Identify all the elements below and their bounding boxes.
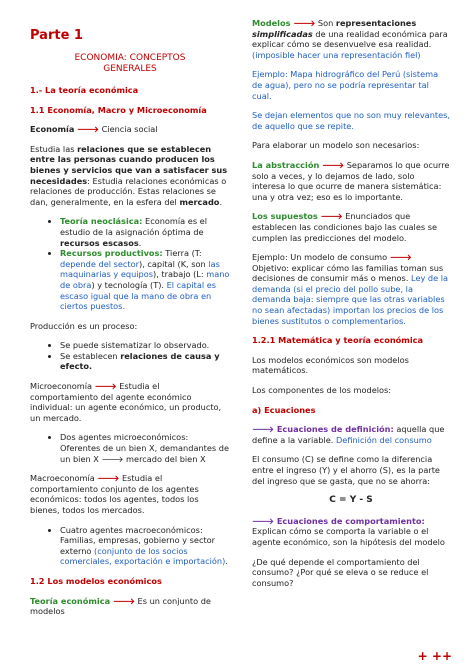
definicion-text: aquella que define a la variable.: [252, 424, 445, 445]
teoria-paragraph: [30, 596, 230, 617]
modelos-blue: (imposible hacer una representación fiel): [252, 49, 421, 60]
economia-paragraph: [30, 124, 230, 135]
title-line-2: GENERALES: [103, 64, 157, 74]
estudia-bold-1: relaciones que se establecen entre las personas cuando producen los bienes y servicios que van a satisfacer sus necesidades: [30, 143, 228, 186]
modelos-bold: representaciones: [335, 18, 417, 28]
bullet-list-macro: [30, 525, 230, 567]
estudia-paragraph: [30, 144, 230, 208]
micro-paragraph: [30, 381, 230, 423]
section-heading-1: 1.- La teoría económica: [30, 85, 139, 95]
recursos-text-3: ), trabajo (L:: [153, 269, 207, 280]
teoria-text: Es un conjunto de modelos: [30, 595, 211, 617]
arrow-icon: 🡒: [97, 473, 120, 484]
componentes-paragraph: Los componentes de los modelos:: [252, 385, 392, 396]
estudia-bold-mercado: mercado: [179, 196, 220, 207]
list-item: [60, 216, 230, 248]
arrow-icon: 🡒: [94, 381, 117, 392]
neoclasica-text: Economía es el estudio de la asignación óptima de: [60, 216, 207, 237]
arrow-icon: 🡒: [77, 124, 99, 135]
estudia-text-2: : Estudia relaciones económicas o relaciones de producción. Estas relaciones se dan, generalmente, en la esfera del: [30, 175, 227, 207]
macro-term: Macroeconomía: [30, 473, 98, 484]
definicion-blue: Definición del consumo: [335, 434, 432, 445]
recursos-blue-1: depende del sector: [60, 258, 139, 269]
section-heading-1-2-1: 1.2.1 Matemática y teoría económica: [252, 335, 424, 346]
se-dejan-paragraph: Se dejan elementos que no son muy relevantes, de aquello que se repite.: [252, 110, 451, 131]
left-column: [30, 18, 230, 626]
comportamiento-heading: [252, 516, 450, 527]
ejemplo-consumo-blue: Ley de la demanda (si el precio del pollo sube, la demanda baja: siempre que las otras variables no sean afectadas) importan los precios de los bienes sustitutos o complementarios.: [252, 273, 449, 326]
para-elaborar-paragraph: Para elaborar un modelo son necesarios:: [252, 140, 420, 151]
recursos-blue-4: El capital es escaso igual que la mano de obra en ciertos puestos.: [60, 279, 217, 312]
title-line-1: ECONOMIA: CONCEPTOS: [74, 53, 186, 63]
modelos-paragraph: [252, 18, 450, 60]
abstraccion-text: Separamos lo que ocurre solo a veces, y lo dejamos de lado, solo interesa lo que ocurre de manera sistemática: una y otra vez; eso es lo importante.: [252, 159, 450, 202]
abstraccion-term: La abstracción: [252, 159, 323, 170]
recursos-blue-3: mano de obra: [60, 269, 230, 290]
comportamiento-paragraph: Explican cómo se comporta la variable o el agente económico, son la hipótesis del modelo: [252, 526, 445, 547]
formula: C = Y - S: [329, 495, 373, 506]
supuestos-term: Los supuestos: [252, 211, 321, 222]
ejemplo-consumo-text-2: Objetivo: explicar cómo las familias toman sus decisiones de consumir más o menos.: [252, 262, 444, 284]
arrow-icon: 🡒: [252, 424, 274, 435]
macro-paragraph: [30, 473, 230, 515]
footer-marks: + ++: [417, 649, 452, 664]
estudia-text-1: Estudia las: [30, 143, 78, 154]
recursos-text-4: ) y tecnología (T).: [91, 279, 167, 290]
definicion-paragraph: [252, 424, 450, 445]
abstraccion-paragraph: [252, 160, 450, 202]
recursos-text-1: Tierra (T:: [162, 248, 202, 259]
modelos-text-2: de una realidad económica para explicar cómo se desenvuelve esa realidad.: [252, 28, 448, 50]
arrow-icon: 🡒: [293, 18, 316, 28]
modelos-text-1: Son: [315, 18, 336, 28]
estudia-text-3: .: [219, 196, 223, 207]
consumo-paragraph: El consumo (C) se define como la diferencia entre el ingreso (Y) y el ahorro (S), es la parte del ingreso que se gasta, que no se ahorra:: [252, 454, 440, 486]
ecuaciones-heading: a) Ecuaciones: [252, 404, 316, 415]
arrow-icon: 🡒: [389, 252, 412, 263]
section-heading-1-2: 1.2 Los modelos económicos: [30, 575, 162, 586]
neoclasica-term: Teoría neoclásica:: [60, 216, 143, 227]
right-column: [252, 18, 450, 597]
document-title: [30, 53, 230, 75]
produccion-paragraph: Producción es un proceso:: [30, 320, 138, 331]
bullet-list-micro: [30, 432, 230, 464]
causa-bold: relaciones de causa y efecto.: [60, 350, 220, 372]
arrow-icon: 🡒: [252, 515, 274, 526]
modelos-bold-italic: simplificadas: [252, 28, 313, 39]
macro-agents-end: .: [225, 556, 228, 567]
ejemplo-consumo-paragraph: [252, 252, 450, 326]
bullet-list-produccion: [30, 340, 230, 372]
definicion-term: Ecuaciones de definición:: [273, 424, 394, 435]
micro-term: Microeconomía: [30, 381, 95, 392]
arrow-icon: 🡒: [322, 159, 345, 170]
neoclasica-end: .: [138, 237, 142, 248]
recursos-text-2: ), capital (K, son: [139, 258, 209, 269]
supuestos-text: Enunciados que establecen las condiciones bajo las cuales se cumplen las predicciones del modelo.: [252, 211, 438, 243]
recursos-term: Recursos productivos:: [60, 248, 163, 259]
list-item: • Dos agentes microeconómicos: Oferentes de un bien X, demandantes de un bien X 🡒 mercado del bien X: [60, 432, 230, 464]
modelos-matematicos-paragraph: Los modelos económicos son modelos matemáticos.: [252, 354, 409, 376]
macro-agents-blue: (conjunto de los socios comerciales, exportación e importación): [60, 545, 226, 567]
comportamiento-term: Ecuaciones de comportamiento:: [273, 515, 425, 526]
section-heading-1-1: 1.1 Economía, Macro y Microeconomía: [30, 104, 207, 115]
recursos-blue-2: las maquinarias y equipos: [60, 258, 220, 280]
ejemplo-consumo-text-1: Ejemplo: Un modelo de consumo: [252, 252, 390, 263]
modelos-term: Modelos: [252, 18, 294, 28]
economia-definition: Ciencia social: [98, 124, 158, 135]
supuestos-paragraph: [252, 211, 450, 243]
arrow-icon: 🡒: [112, 595, 135, 606]
macro-agents-text: Cuatro agentes macroeconómicos: Familias, empresas, gobierno y sector externo: [60, 524, 216, 556]
neoclasica-bold: recursos escasos: [60, 237, 139, 248]
economia-term: Economía: [30, 124, 75, 135]
micro-text: Estudia el comportamiento del agente económico individual: un agente económico, un producto, un mercado.: [30, 381, 222, 423]
list-item: [60, 525, 230, 567]
list-item: [60, 351, 230, 372]
part-title: Parte 1: [30, 28, 83, 43]
teoria-term: Teoría económica: [30, 595, 113, 606]
list-item: [60, 248, 230, 312]
macro-text: Estudia el comportamiento conjunto de los agentes económicos: todos los agentes, todos los bienes, todos los mercados.: [30, 473, 199, 515]
list-item: • Se puede sistematizar lo observado.: [60, 340, 230, 351]
bullet-list-teoria: [30, 216, 230, 311]
pregunta-paragraph: ¿De qué depende el comportamiento del consumo? ¿Por qué se eleva o se reduce el consumo?: [252, 556, 429, 588]
arrow-icon: 🡒: [320, 211, 343, 222]
ejemplo-mapa-paragraph: Ejemplo: Mapa hidrográfico del Perú (sistema de agua), pero no se podría representar tal cual.: [252, 69, 439, 101]
causa-text: Se establecen: [60, 350, 121, 361]
